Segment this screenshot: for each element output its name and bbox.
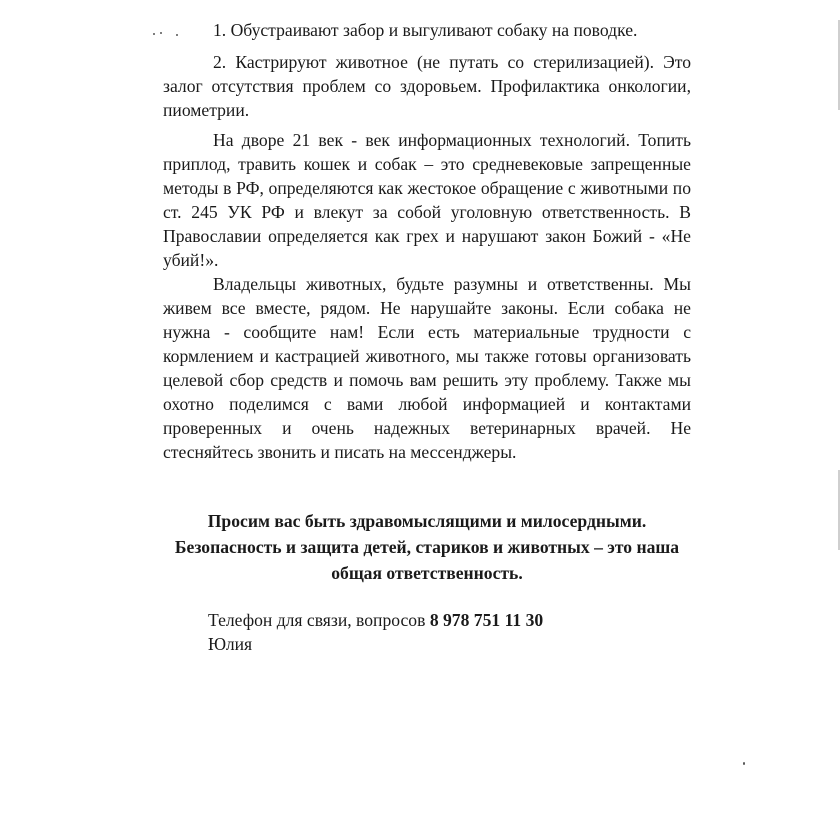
paragraph-item-1: 1. Обустраивают забор и выгуливают собаку на поводке. [213, 20, 638, 40]
contact-label: Телефон для связи, вопросов [208, 610, 426, 630]
paragraph-legal: На дворе 21 век - век информационных технологий. Топить приплод, травить кошек и собак – это средневековые запрещенные методы в РФ, определяются как жестокое обращение с животными по ст. 245 УК РФ и влекут за собой уголовную ответственность. В Православии определяется как грех и нарушают закон Божий - «Не убий!». [163, 130, 691, 270]
contact-name: Юлия [208, 634, 253, 654]
paragraph-item-2: 2. Кастрируют животное (не путать со стерилизацией). Это залог отсутствия проблем со здоровьем. Профилактика онкологии, пиометрии. [163, 52, 691, 120]
paragraph-owners: Владельцы животных, будьте разумны и ответственны. Мы живем все вместе, рядом. Не нарушайте законы. Если собака не нужна - сообщите нам! Если есть материальные трудности с кормлением и кастрацией животного, мы также готовы организовать целевой сбор средств и помочь вам решить эту проблему. Также мы охотно поделимся с вами любой информацией и контактами проверенных и очень надежных ветеринарных врачей. Не стесняйтесь звонить и писать на мессенджеры. [163, 274, 691, 462]
scan-speck [743, 762, 745, 765]
appeal-statement: Просим вас быть здравомыслящими и милосердными. Безопасность и защита детей, стариков и животных – это наша общая ответственность. [174, 511, 680, 583]
scan-speck [153, 33, 155, 35]
scan-speck [176, 34, 178, 36]
contact-block [208, 608, 543, 656]
scan-speck [160, 32, 162, 34]
contact-phone: 8 978 751 11 30 [429, 610, 544, 630]
contact-phone-line [208, 608, 543, 632]
